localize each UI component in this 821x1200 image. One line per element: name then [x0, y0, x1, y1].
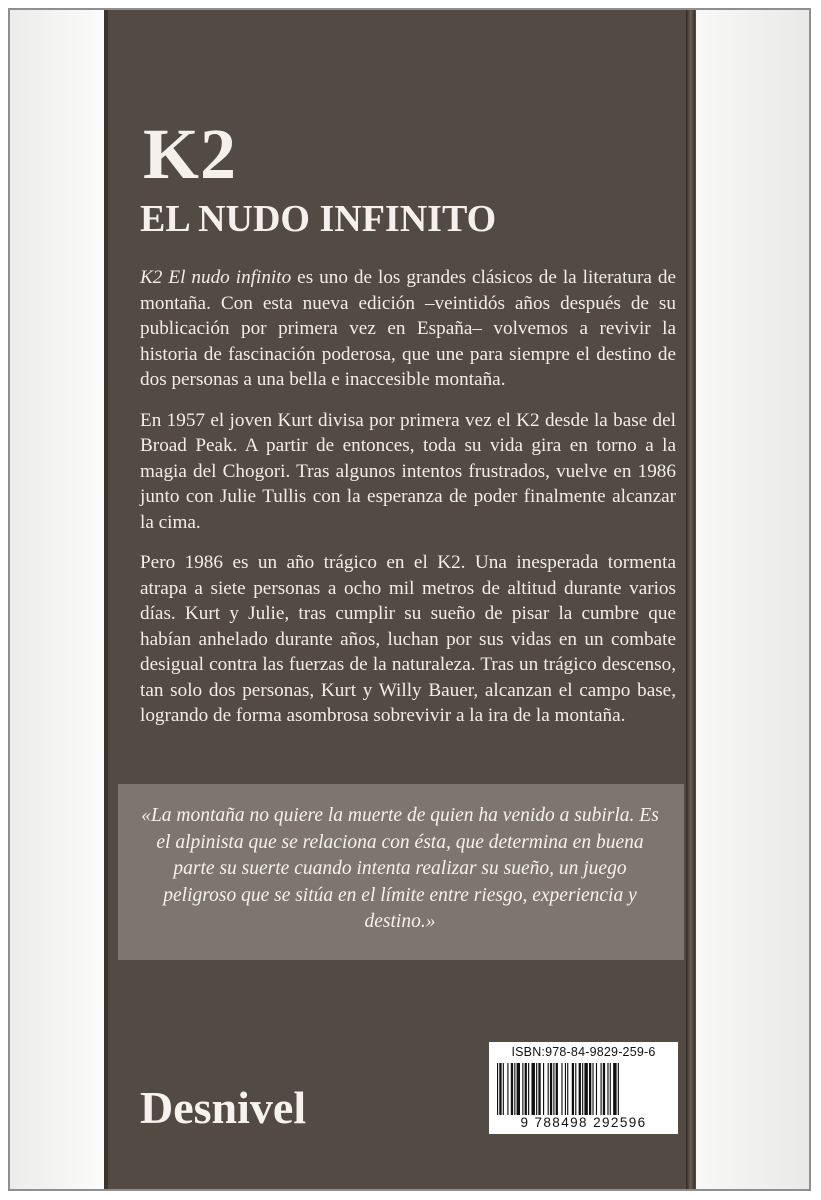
barcode-digits: 9 788498 292596: [520, 1114, 647, 1130]
synopsis-paragraph-1-text: es uno de los grandes clásicos de la literatura de montaña. Con esta nueva edición –veintidós años después de su publicación por primera vez en España– volvemos a revivir la historia de fascinación poderosa, que une para siempre el destino de dos personas a una bella e inaccesible montaña.: [140, 267, 676, 390]
barcode-icon: [495, 1063, 672, 1115]
publisher-logo: Desnivel: [140, 1082, 307, 1133]
isbn-label: ISBN:978-84-9829-259-6: [511, 1045, 656, 1059]
book-title: K2: [143, 114, 238, 194]
spine-edge-left: [104, 10, 108, 1189]
synopsis-lead-title: K2 El nudo infinito: [140, 267, 292, 288]
book-subtitle: EL NUDO INFINITO: [140, 198, 497, 240]
pull-quote: «La montaña no quiere la muerte de quien ha venido a subirla. Es el alpinista que se relaciona con ésta, que determina en buena parte su suerte cuando intenta realizar su sueño, un juego peligroso que se sitúa en el límite entre riesgo, experiencia y destino.»: [141, 805, 659, 932]
synopsis-paragraph-2: En 1957 el joven Kurt divisa por primera vez el K2 desde la base del Broad Peak. A partir de entonces, toda su vida gira en torno a la magia del Chogori. Tras algunos intentos frustrados, vuelve en 1986 junto con Julie Tullis con la esperanza de poder finalmente alcanzar la cima.: [140, 409, 676, 533]
synopsis: [140, 265, 676, 744]
spine-edge-right: [686, 10, 695, 1189]
synopsis-paragraph-3: Pero 1986 es un año trágico en el K2. Una inesperada tormenta atrapa a siete personas a ocho mil metros de altitud durante varios días. Kurt y Julie, tras cumplir su sueño de pisar la cumbre que habían anhelado durante años, luchan por sus vidas en un combate desigual contra las fuerzas de la naturaleza. Tras un trágico descenso, tan solo dos personas, Kurt y Willy Bauer, alcanzan el campo base, logrando de forma asombrosa sobrevivir a la ira de la montaña.: [140, 552, 676, 726]
page-edge-left: [10, 10, 105, 1189]
synopsis-paragraph-1: [140, 265, 676, 393]
barcode-box: [489, 1042, 678, 1134]
page-edge-right: [697, 10, 809, 1189]
